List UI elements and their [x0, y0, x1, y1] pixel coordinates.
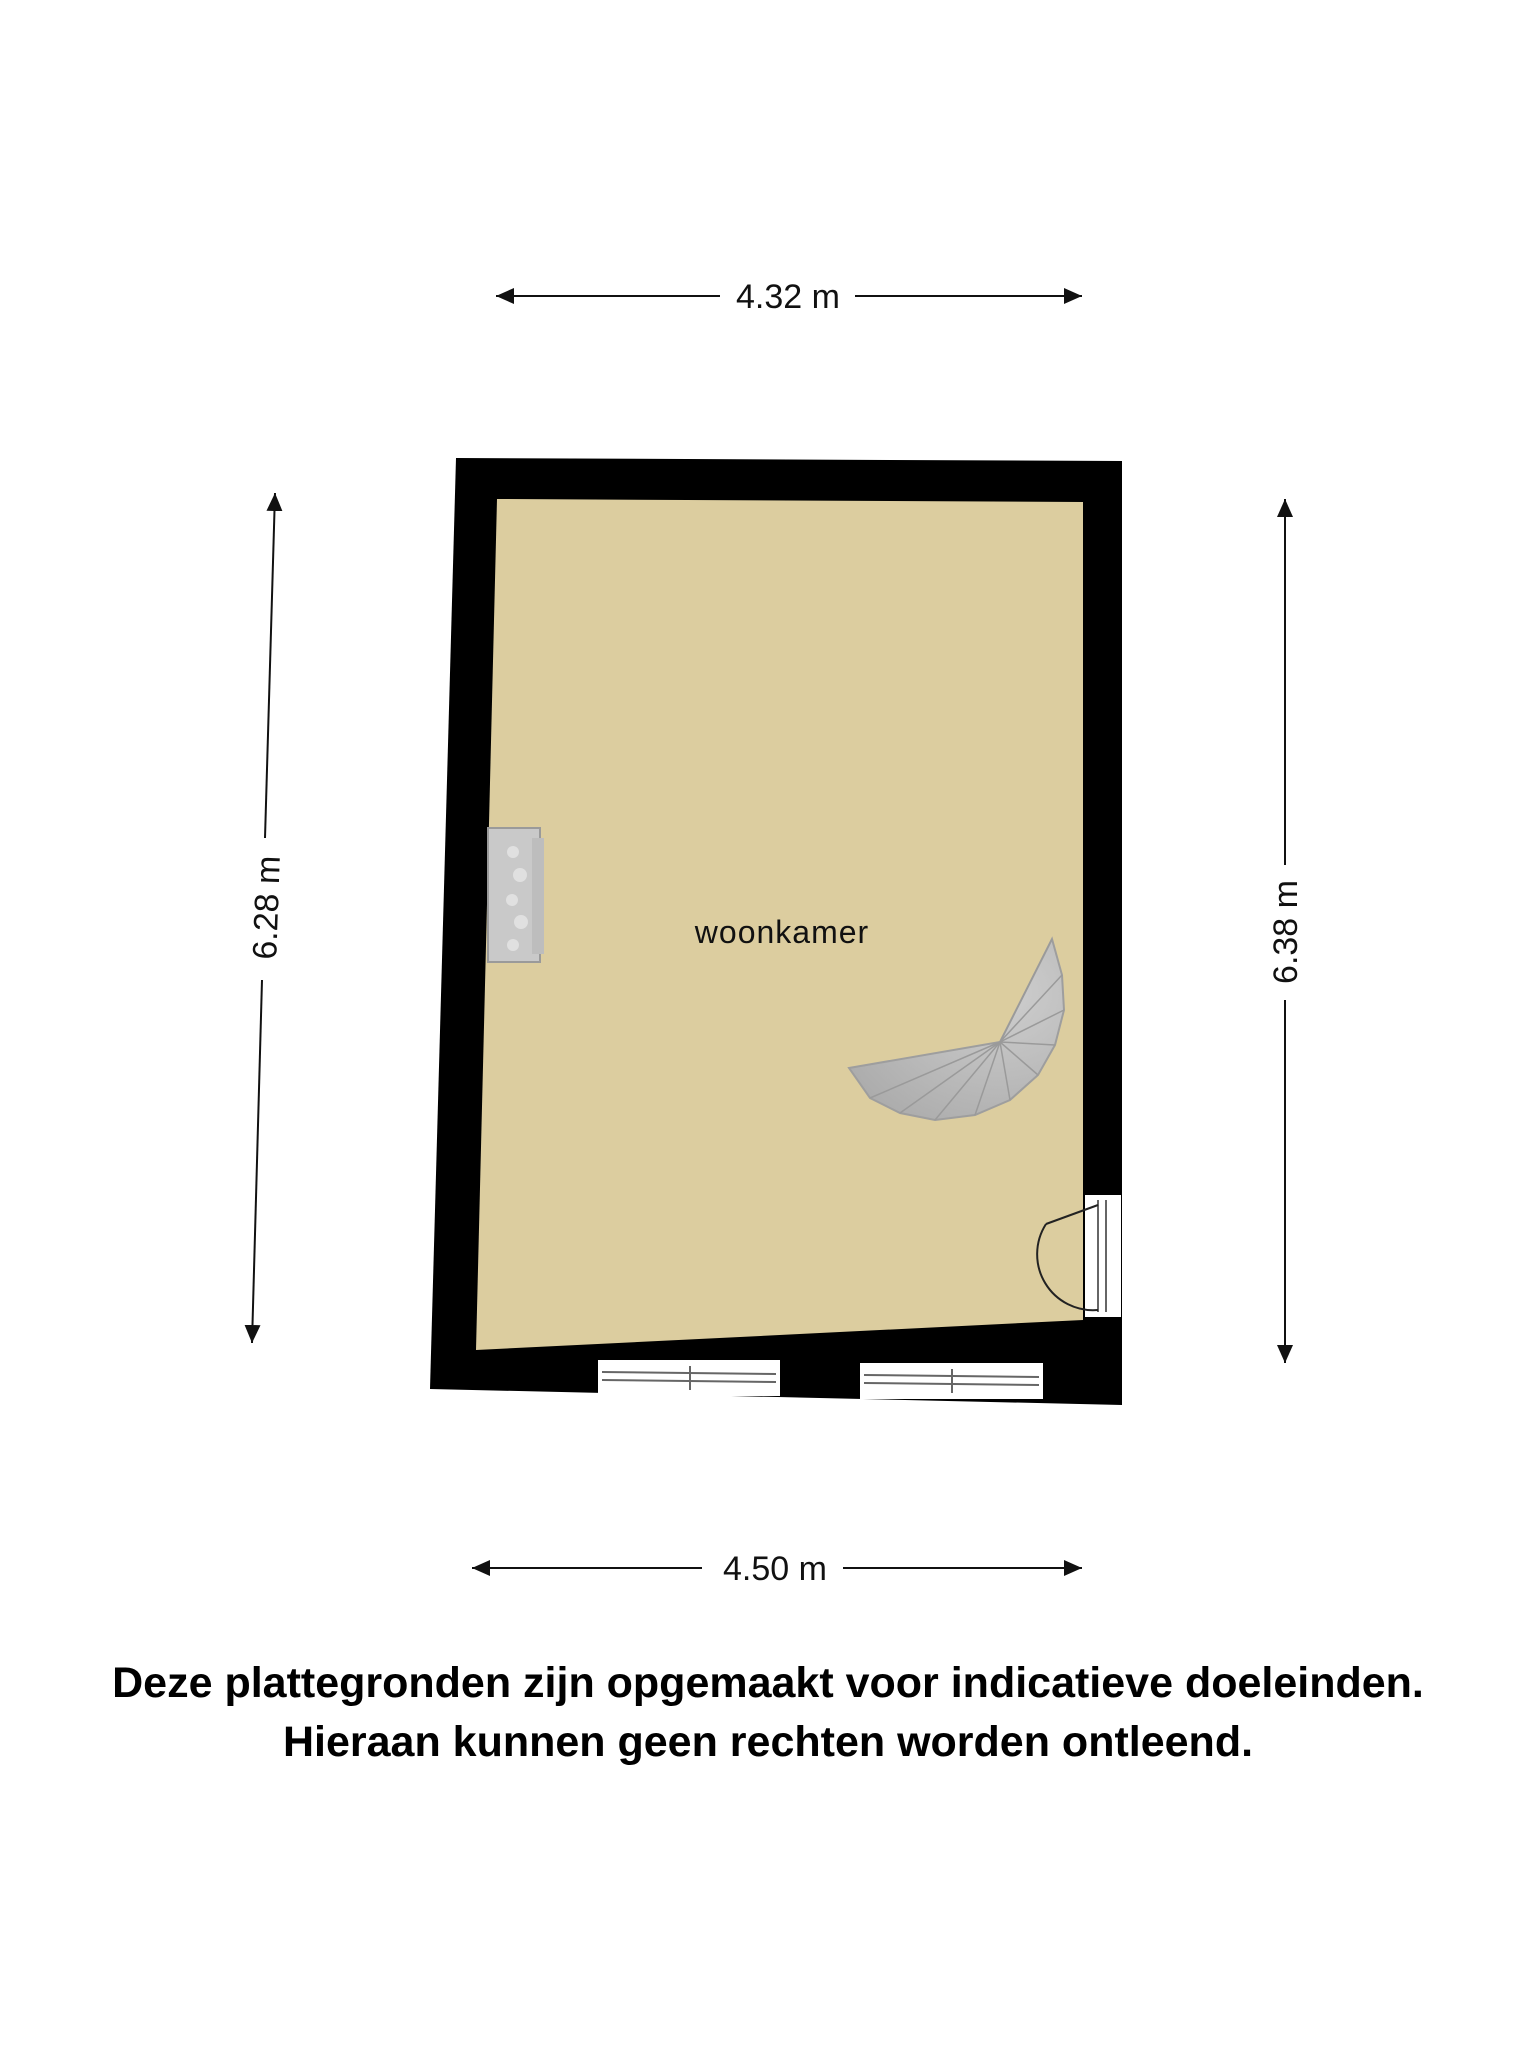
- dimension-right: [1267, 499, 1305, 1363]
- disclaimer-line-1: Deze plattegronden zijn opgemaakt voor indicatieve doeleinden.: [112, 1659, 1424, 1707]
- room-label-woonkamer: woonkamer: [694, 914, 870, 950]
- cabinet-icon: [488, 828, 544, 962]
- dimension-top-label: 4.32 m: [736, 278, 840, 316]
- dimension-right-label: 6.38 m: [1267, 880, 1305, 984]
- dimension-bottom-label: 4.50 m: [723, 1550, 827, 1588]
- dimension-top: [496, 278, 1082, 316]
- window-right: [860, 1363, 1043, 1399]
- dimension-bottom: [472, 1550, 1082, 1588]
- dimension-left-label: 6.28 m: [246, 855, 288, 961]
- window-left: [598, 1360, 780, 1396]
- disclaimer-line-2: Hieraan kunnen geen rechten worden ontleend.: [282, 1718, 1254, 1766]
- dimension-left: [246, 493, 288, 1343]
